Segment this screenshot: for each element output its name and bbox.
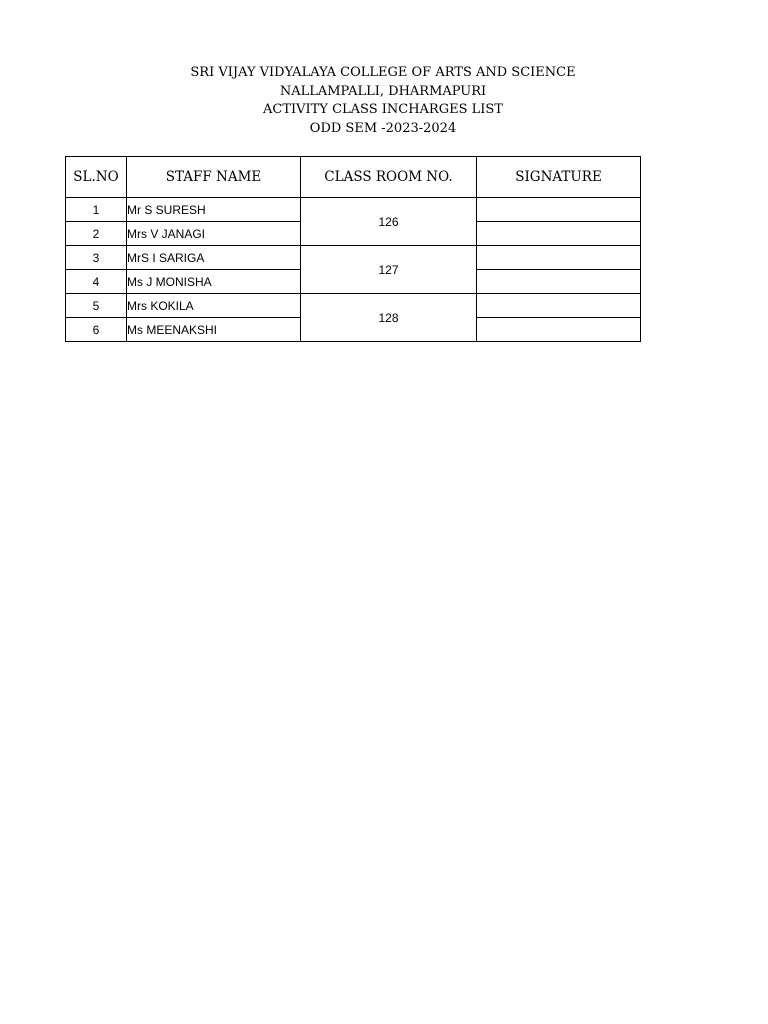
staff-name-cell: Mr S SURESH bbox=[127, 198, 301, 222]
signature-cell bbox=[477, 246, 641, 270]
class-room-cell: 126 bbox=[301, 198, 477, 246]
staff-name-cell: Ms J MONISHA bbox=[127, 270, 301, 294]
college-name: SRI VIJAY VIDYALAYA COLLEGE OF ARTS AND SCIENCE bbox=[190, 65, 576, 80]
college-location: NALLAMPALLI, DHARMAPURI bbox=[279, 83, 487, 99]
column-header-staff-name: STAFF NAME bbox=[127, 157, 301, 198]
column-header-class-room: CLASS ROOM NO. bbox=[301, 157, 477, 198]
sl-no-cell: 3 bbox=[66, 246, 127, 270]
table-row bbox=[66, 198, 641, 222]
signature-cell bbox=[477, 198, 641, 222]
staff-name-cell: MrS I SARIGA bbox=[127, 246, 301, 270]
signature-cell bbox=[477, 270, 641, 294]
staff-name-cell: Mrs V JANAGI bbox=[127, 222, 301, 246]
document-header bbox=[0, 64, 766, 138]
sl-no-cell: 6 bbox=[66, 318, 127, 342]
list-title: ACTIVITY CLASS INCHARGES LIST bbox=[263, 102, 503, 118]
column-header-signature: SIGNATURE bbox=[477, 157, 641, 198]
sl-no-cell: 4 bbox=[66, 270, 127, 294]
column-header-sl-no: SL.NO bbox=[66, 157, 127, 198]
table-row bbox=[66, 246, 641, 270]
staff-name-cell: Ms MEENAKSHI bbox=[127, 318, 301, 342]
incharges-table bbox=[65, 156, 641, 342]
semester-label: ODD SEM -2023-2024 bbox=[309, 120, 457, 136]
staff-name-cell: Mrs KOKILA bbox=[127, 294, 301, 318]
table-header-row bbox=[66, 157, 641, 198]
class-room-cell: 127 bbox=[301, 246, 477, 294]
sl-no-cell: 5 bbox=[66, 294, 127, 318]
table-row bbox=[66, 294, 641, 318]
signature-cell bbox=[477, 318, 641, 342]
signature-cell bbox=[477, 294, 641, 318]
class-room-cell: 128 bbox=[301, 294, 477, 342]
sl-no-cell: 1 bbox=[66, 198, 127, 222]
signature-cell bbox=[477, 222, 641, 246]
sl-no-cell: 2 bbox=[66, 222, 127, 246]
